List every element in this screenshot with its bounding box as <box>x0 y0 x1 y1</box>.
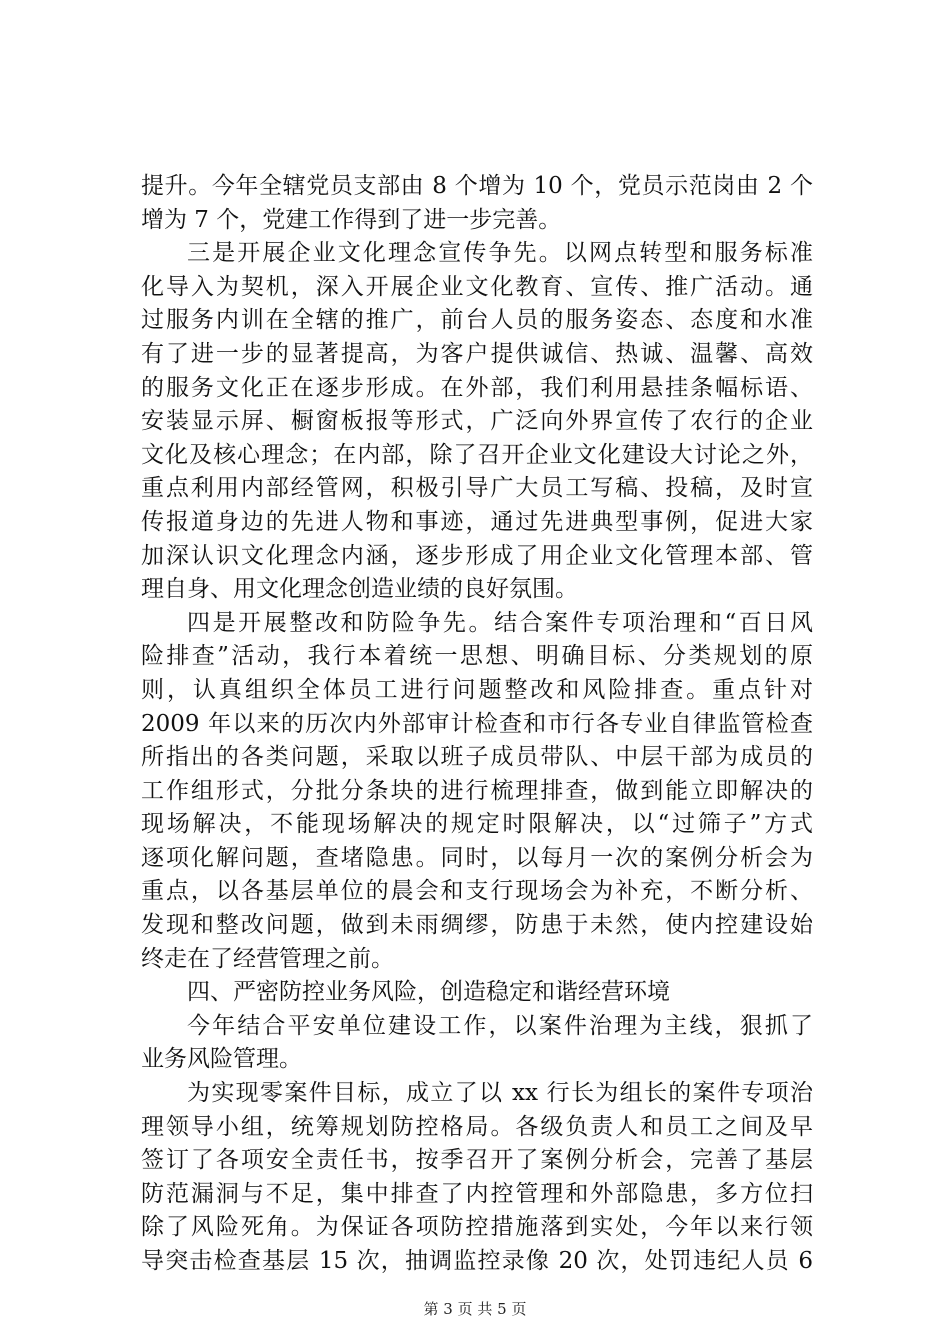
text-line: 重点利用内部经管网，积极引导广大员工写稿、投稿，及时宣 <box>141 475 813 502</box>
text-line: 三是开展企业文化理念宣传争先。以网点转型和服务标准 <box>187 240 813 267</box>
text-line: 今年结合平安单位建设工作，以案件治理为主线，狠抓了 <box>187 1012 813 1039</box>
text-line: 险排查”活动，我行本着统一思想、明确目标、分类规划的原 <box>141 643 813 670</box>
text-line: 传报道身边的先进人物和事迹，通过先进典型事例，促进大家 <box>141 508 813 535</box>
text-line: 理自身、用文化理念创造业绩的良好氛围。 <box>141 576 578 603</box>
text-line: 工作组形式，分批分条块的进行梳理排查，做到能立即解决的 <box>141 777 813 804</box>
text-line: 过服务内训在全辖的推广，前台人员的服务姿态、态度和水准 <box>141 307 813 334</box>
text-line: 重点，以各基层单位的晨会和支行现场会为补充，不断分析、 <box>141 878 813 905</box>
text-line: 文化及核心理念；在内部，除了召开企业文化建设大讨论之外， <box>141 441 813 468</box>
text-line: 导突击检查基层 15 次，抽调监控录像 20 次，处罚违纪人员 6 <box>141 1248 813 1274</box>
text-line: 提升。今年全辖党员支部由 8 个增为 10 个，党员示范岗由 2 个 <box>141 173 813 199</box>
document-body <box>141 170 813 1279</box>
text-line: 四是开展整改和防险争先。结合案件专项治理和“百日风 <box>187 609 813 636</box>
text-line: 则，认真组织全体员工进行问题整改和风险排查。重点针对 <box>141 676 813 703</box>
text-line: 防范漏洞与不足，集中排查了内控管理和外部隐患，多方位扫 <box>141 1180 813 1207</box>
text-line: 加深认识文化理念内涵，逐步形成了用企业文化管理本部、管 <box>141 542 813 569</box>
text-line: 业务风险管理。 <box>141 1046 302 1073</box>
text-line: 有了进一步的显著提高，为客户提供诚信、热诚、温馨、高效 <box>141 340 813 367</box>
text-line: 四、严密防控业务风险，创造稳定和谐经营环境 <box>187 979 670 1006</box>
text-line: 化导入为契机，深入开展企业文化教育、宣传、推广活动。通 <box>141 273 813 300</box>
text-line: 安装显示屏、橱窗板报等形式，广泛向外界宣传了农行的企业 <box>141 408 813 435</box>
text-line: 发现和整改问题，做到未雨绸缪，防患于未然，使内控建设始 <box>141 912 813 939</box>
text-line: 逐项化解问题，查堵隐患。同时，以每月一次的案例分析会为 <box>141 844 813 871</box>
text-line: 除了风险死角。为保证各项防控措施落到实处，今年以来行领 <box>141 1214 813 1241</box>
text-line: 签订了各项安全责任书，按季召开了案例分析会，完善了基层 <box>141 1147 813 1174</box>
text-line: 理领导小组，统筹规划防控格局。各级负责人和员工之间及早 <box>141 1113 813 1140</box>
text-line: 为实现零案件目标，成立了以 xx 行长为组长的案件专项治 <box>187 1080 813 1107</box>
text-line: 的服务文化正在逐步形成。在外部，我们利用悬挂条幅标语、 <box>141 374 813 401</box>
page-footer: 第 3 页 共 5 页 <box>423 1300 527 1318</box>
text-line: 终走在了经营管理之前。 <box>141 945 394 972</box>
text-line: 所指出的各类问题，采取以班子成员带队、中层干部为成员的 <box>141 744 813 771</box>
text-line: 增为 7 个，党建工作得到了进一步完善。 <box>141 206 562 233</box>
text-line: 现场解决，不能现场解决的规定时限解决，以“过筛子”方式 <box>141 811 813 838</box>
text-line: 2009 年以来的历次内外部审计检查和市行各专业自律监管检查 <box>141 710 813 737</box>
